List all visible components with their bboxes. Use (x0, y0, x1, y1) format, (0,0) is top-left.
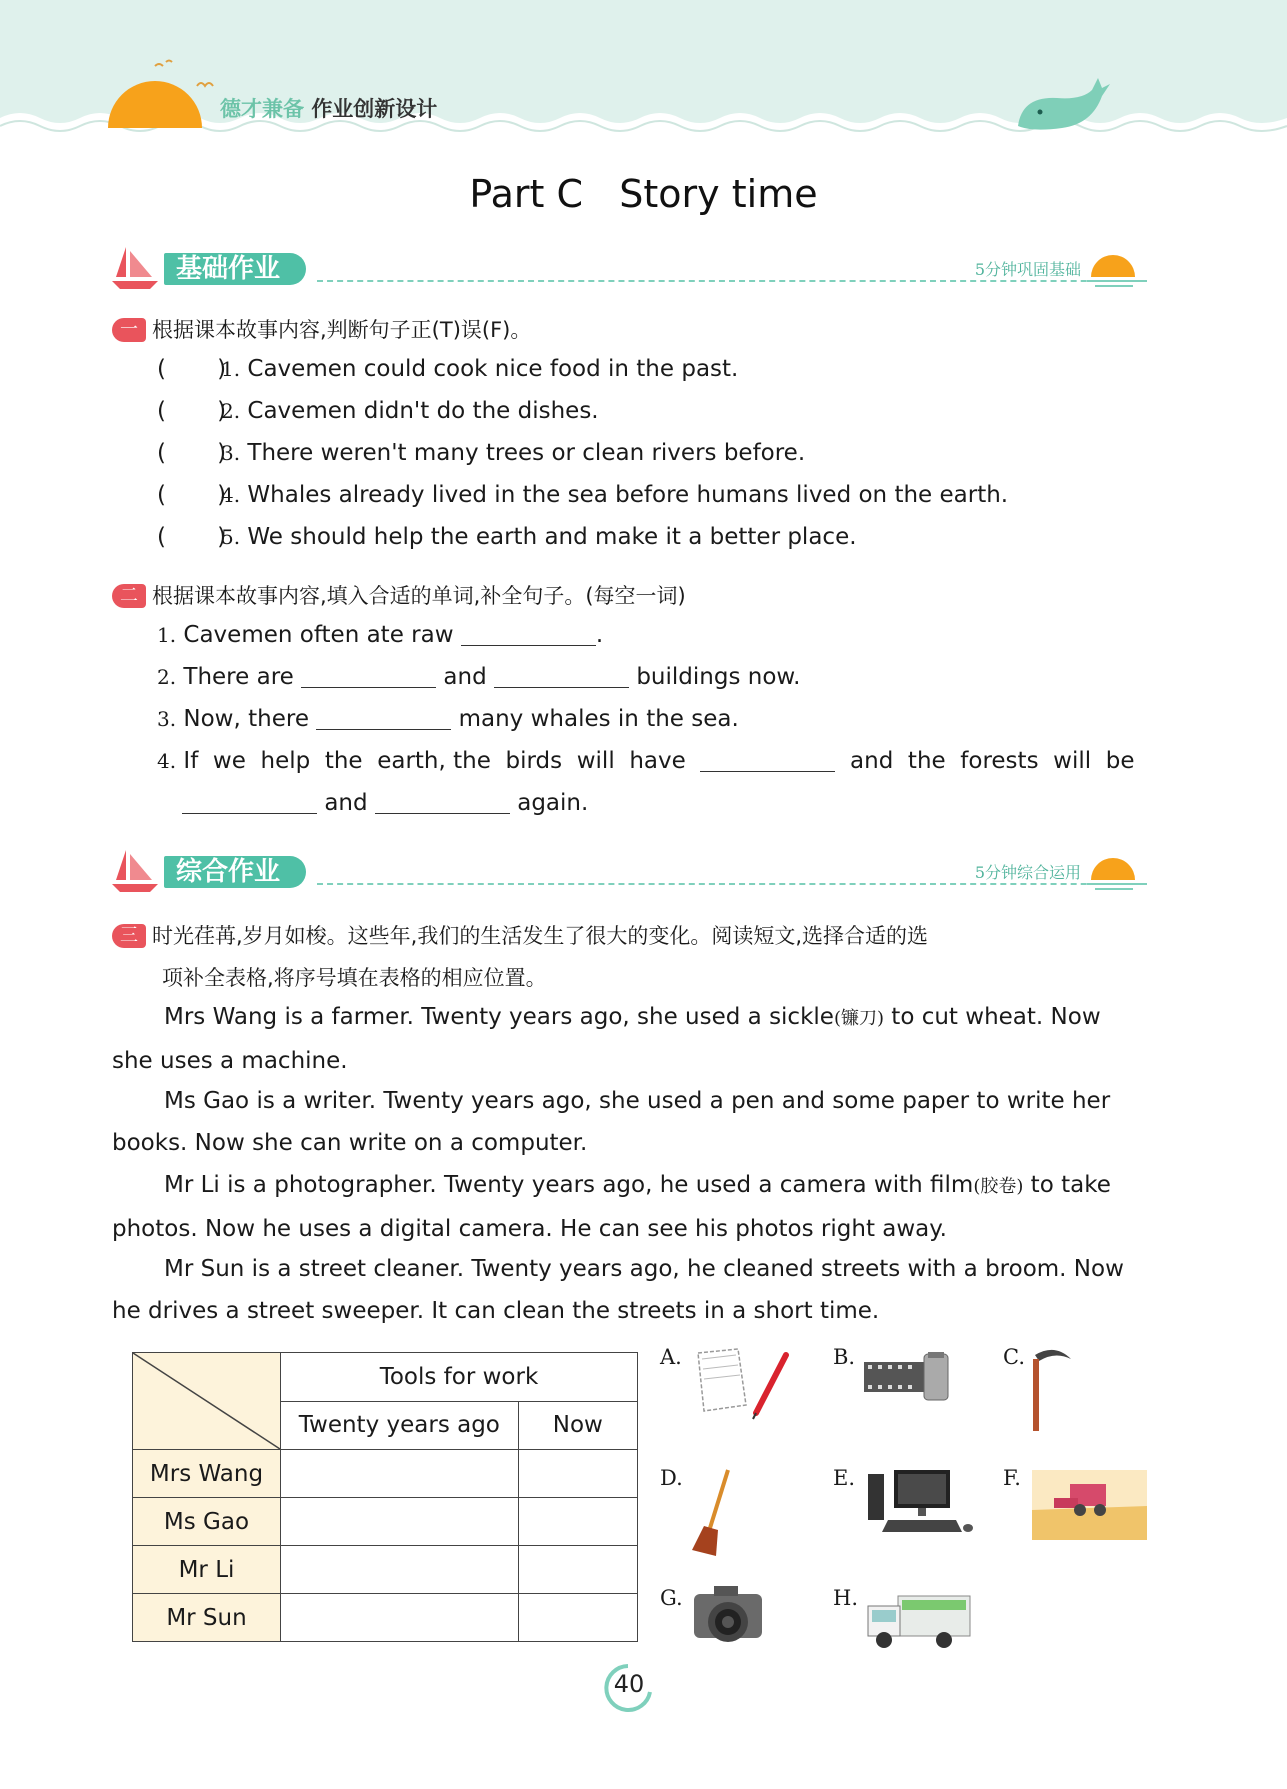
question-badge: 二 (112, 584, 146, 608)
divider (317, 280, 1147, 282)
question-2-instruction (112, 580, 686, 610)
broom-icon (690, 1468, 740, 1560)
question-3-instruction-cont: 项补全表格,将序号填在表格的相应位置。 (162, 966, 547, 990)
bird-icon (195, 78, 215, 92)
tf-item-3 (157, 440, 805, 466)
sun-icon (100, 58, 210, 132)
answer-bracket[interactable]: ( ) (157, 524, 227, 550)
item-text: many whales in the sea. (458, 706, 739, 732)
tools-table (132, 1352, 638, 1642)
pen-and-paper-icon (690, 1345, 795, 1420)
row-header: Mrs Wang (133, 1450, 281, 1498)
fill-item-3 (157, 706, 739, 732)
blank-field[interactable] (316, 707, 451, 730)
item-text: Cavemen often ate raw (183, 622, 454, 648)
question-badge: 一 (112, 318, 146, 342)
tf-item-2 (157, 398, 599, 424)
answer-bracket[interactable]: ( ) (157, 440, 227, 466)
blank-field[interactable] (375, 791, 510, 814)
passage-paragraph-2: Ms Gao is a writer. Twenty years ago, she used a pen and some paper to write her books. Now she can write on a computer. (112, 1088, 1111, 1156)
harvester-icon (1032, 1470, 1147, 1540)
question-badge: 三 (112, 924, 146, 948)
question-3-instruction (112, 920, 928, 950)
sailboat-icon (112, 848, 160, 892)
answer-bracket[interactable]: ( ) (157, 482, 227, 508)
series-title (220, 93, 437, 123)
item-text: and (443, 664, 487, 690)
table-corner-cell (133, 1353, 281, 1450)
whale-icon (1012, 76, 1112, 136)
passage-text: to take photos. Now he uses a digital camera. He can see his photos right away. (112, 1172, 1111, 1242)
page-number: 40 (613, 1670, 645, 1698)
item-number: 2. (221, 399, 241, 423)
fill-item-1 (157, 622, 603, 648)
computer-icon (866, 1468, 976, 1538)
item-text: We should help the earth and make it a better place. (247, 524, 857, 550)
option-label-f: F. (1003, 1466, 1021, 1490)
item-text: again. (517, 790, 589, 816)
digital-camera-icon (692, 1582, 764, 1650)
table-header: Tools for work (281, 1353, 638, 1402)
page-title: Part C Story time (469, 172, 818, 216)
section-note: 5分钟巩固基础 (974, 260, 1081, 279)
item-number: 1. (221, 357, 241, 381)
option-label-c: C. (1003, 1345, 1025, 1369)
fill-item-4-cont (182, 790, 588, 816)
option-label-h: H. (833, 1586, 858, 1610)
answer-bracket[interactable]: ( ) (157, 398, 227, 424)
item-number: 2. (157, 665, 177, 689)
item-text: Now, there (183, 706, 309, 732)
street-sweeper-icon (866, 1590, 972, 1654)
divider (317, 883, 1147, 885)
column-header: Twenty years ago (281, 1401, 519, 1450)
section-banner-comprehensive (112, 848, 1147, 898)
blank-field[interactable] (182, 791, 317, 814)
option-label-e: E. (833, 1466, 856, 1490)
answer-cell[interactable] (518, 1450, 637, 1498)
tf-item-4 (157, 482, 1008, 508)
item-number: 1. (157, 623, 177, 647)
item-text: There are (183, 664, 294, 690)
answer-cell[interactable] (281, 1450, 519, 1498)
answer-bracket[interactable]: ( ) (157, 356, 227, 382)
passage-text: Mrs Wang is a farmer. Twenty years ago, she used a sickle (164, 1004, 834, 1030)
item-number: 5. (221, 525, 241, 549)
answer-cell[interactable] (518, 1594, 637, 1642)
section-label: 综合作业 (164, 856, 306, 888)
answer-cell[interactable] (281, 1498, 519, 1546)
gloss-text: (胶卷) (973, 1176, 1024, 1197)
section-note: 5分钟综合运用 (974, 863, 1081, 882)
section-label: 基础作业 (164, 253, 306, 285)
series-title-green: 德才兼备 (220, 97, 304, 121)
section-banner-basic (112, 245, 1147, 295)
sunset-icon (1087, 251, 1141, 291)
question-1-instruction (112, 314, 531, 344)
passage-paragraph-4: Mr Sun is a street cleaner. Twenty years ago, he cleaned streets with a broom. Now he drives a street sweeper. It can clean the streets in a short time. (112, 1256, 1124, 1324)
row-header: Mr Sun (133, 1594, 281, 1642)
fill-item-4 (157, 748, 1135, 774)
item-number: 3. (221, 441, 241, 465)
table-row (133, 1450, 638, 1498)
item-number: 4. (221, 483, 241, 507)
option-label-a: A. (660, 1345, 682, 1369)
passage-paragraph-3 (112, 1164, 1147, 1250)
passage-text: to cut wheat. Now she uses a machine. (112, 1004, 1101, 1074)
table-row (133, 1594, 638, 1642)
item-number: 3. (157, 707, 177, 731)
row-header: Ms Gao (133, 1498, 281, 1546)
answer-cell[interactable] (518, 1546, 637, 1594)
item-text: . (595, 622, 604, 648)
sickle-icon (1025, 1345, 1075, 1435)
tf-item-1 (157, 356, 738, 382)
item-number: 4. (157, 749, 177, 773)
item-text: and (324, 790, 368, 816)
sailboat-icon (112, 245, 160, 289)
option-label-g: G. (660, 1586, 683, 1610)
item-text: buildings now. (636, 664, 801, 690)
instruction-text: 根据课本故事内容,判断句子正(T)误(F)。 (152, 318, 532, 342)
column-header: Now (518, 1401, 637, 1450)
instruction-text: 时光荏苒,岁月如梭。这些年,我们的生活发生了很大的变化。阅读短文,选择合适的选 (152, 924, 929, 948)
table-row (133, 1546, 638, 1594)
passage-text: Mr Li is a photographer. Twenty years ago, he used a camera with film (164, 1172, 974, 1198)
series-title-dark: 作业创新设计 (311, 97, 438, 121)
diagonal-line (133, 1353, 280, 1449)
gloss-text: (镰刀) (833, 1008, 884, 1029)
table-row (133, 1498, 638, 1546)
blank-field[interactable] (700, 749, 835, 772)
tf-item-5 (157, 524, 857, 550)
row-header: Mr Li (133, 1546, 281, 1594)
blank-field[interactable] (301, 665, 436, 688)
answer-cell[interactable] (518, 1498, 637, 1546)
passage-paragraph-1 (112, 996, 1147, 1082)
item-text: If we help the earth, the birds will have (183, 748, 686, 774)
option-label-b: B. (833, 1345, 856, 1369)
instruction-text: 根据课本故事内容,填入合适的单词,补全句子。(每空一词) (152, 584, 686, 608)
item-text: and the forests will be (850, 748, 1135, 774)
item-text: Cavemen could cook nice food in the past. (247, 356, 739, 382)
sunset-icon (1087, 854, 1141, 894)
option-label-d: D. (660, 1466, 683, 1490)
item-text: Cavemen didn't do the dishes. (247, 398, 599, 424)
fill-item-2 (157, 664, 800, 690)
blank-field[interactable] (461, 623, 596, 646)
answer-cell[interactable] (281, 1594, 519, 1642)
item-text: There weren't many trees or clean rivers before. (247, 440, 806, 466)
item-text: Whales already lived in the sea before humans lived on the earth. (247, 482, 1009, 508)
blank-field[interactable] (494, 665, 629, 688)
answer-cell[interactable] (281, 1546, 519, 1594)
camera-film-icon (862, 1350, 952, 1405)
